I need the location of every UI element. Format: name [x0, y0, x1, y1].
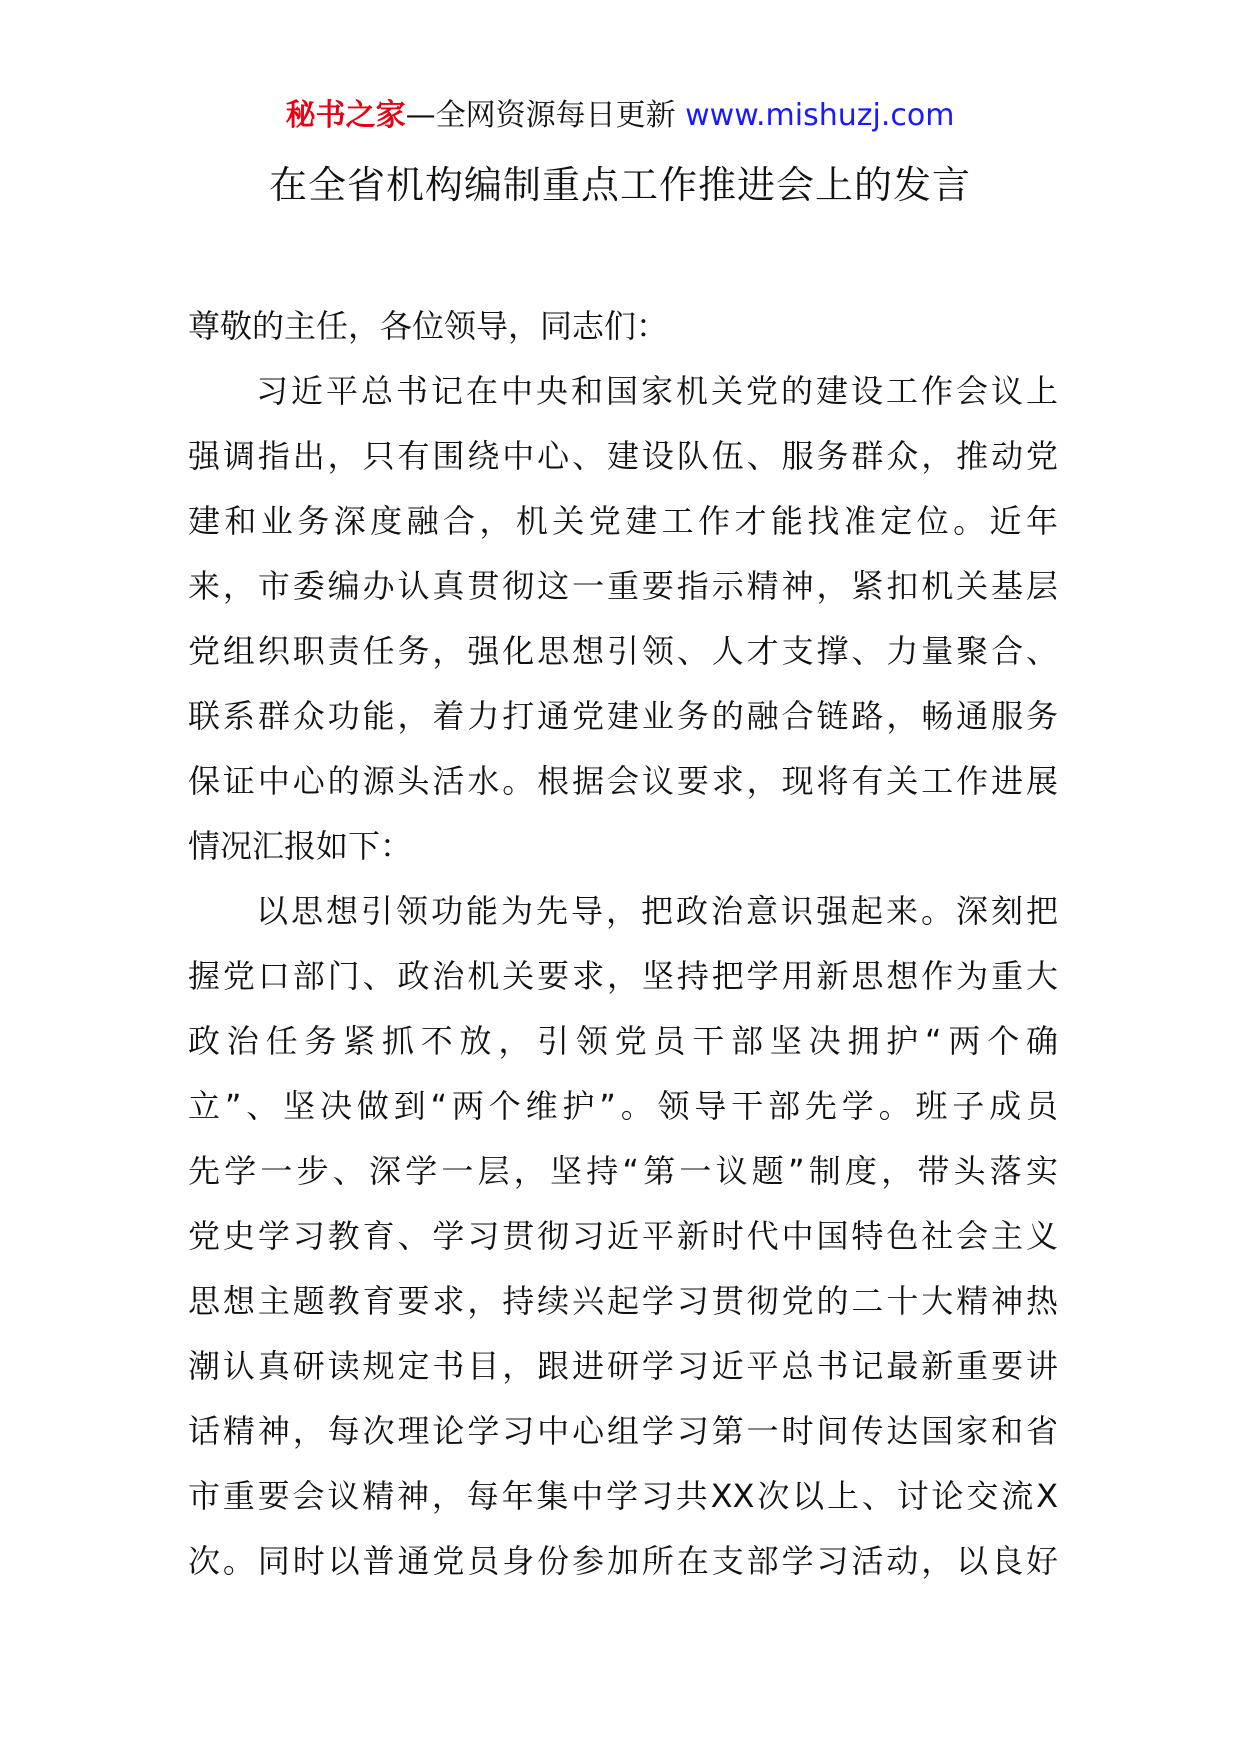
paragraph-line: 政治任务紧抓不放，引领党员干部坚决拥护“两个确	[188, 1022, 1058, 1060]
paragraph-line: 思想主题教育要求，持续兴起学习贯彻党的二十大精神热	[188, 1282, 1058, 1320]
paragraph-line: 建和业务深度融合，机关党建工作才能找准定位。近年	[188, 502, 1058, 540]
salutation-line: 尊敬的主任，各位领导，同志们：	[188, 307, 669, 345]
document-title: 在全省机构编制重点工作推进会上的发言	[268, 163, 971, 207]
paragraph-line: 来，市委编办认真贯彻这一重要指示精神，紧扣机关基层	[188, 567, 1058, 605]
paragraph-line: 先学一步、深学一层，坚持“第一议题”制度，带头落实	[188, 1152, 1058, 1190]
paragraph-line: 次。同时以普通党员身份参加所在支部学习活动，以良好	[188, 1542, 1058, 1580]
paragraph-line: 市重要会议精神，每年集中学习共XX次以上、讨论交流X	[188, 1477, 1058, 1515]
paragraph-line: 保证中心的源头活水。根据会议要求，现将有关工作进展	[188, 762, 1058, 800]
document-body	[188, 294, 1058, 1594]
paragraph-line: 联系群众功能，着力打通党建业务的融合链路，畅通服务	[188, 697, 1058, 735]
site-header	[0, 96, 1240, 136]
paragraph-line: 习近平总书记在中央和国家机关党的建设工作会议上	[256, 372, 1058, 410]
paragraph-line: 话精神，每次理论学习中心组学习第一时间传达国家和省	[188, 1412, 1058, 1450]
paragraph-line: 强调指出，只有围绕中心、建设队伍、服务群众，推动党	[188, 437, 1058, 475]
paragraph-line: 党组织职责任务，强化思想引领、人才支撑、力量聚合、	[188, 632, 1058, 670]
paragraph-line: 以思想引领功能为先导，把政治意识强起来。深刻把	[256, 892, 1058, 930]
paragraph-line: 情况汇报如下：	[188, 827, 413, 865]
paragraph-line: 党史学习教育、学习贯彻习近平新时代中国特色社会主义	[188, 1217, 1058, 1255]
site-brand: 秘书之家	[285, 98, 406, 133]
paragraph-line: 握党口部门、政治机关要求，坚持把学用新思想作为重大	[188, 957, 1058, 995]
site-url[interactable]: www.mishuzj.com	[685, 98, 955, 133]
site-tagline: —全网资源每日更新	[405, 98, 686, 133]
paragraph-line: 立”、坚决做到“两个维护”。领导干部先学。班子成员	[188, 1087, 1058, 1125]
paragraph-line: 潮认真研读规定书目，跟进研学习近平总书记最新重要讲	[188, 1347, 1058, 1385]
